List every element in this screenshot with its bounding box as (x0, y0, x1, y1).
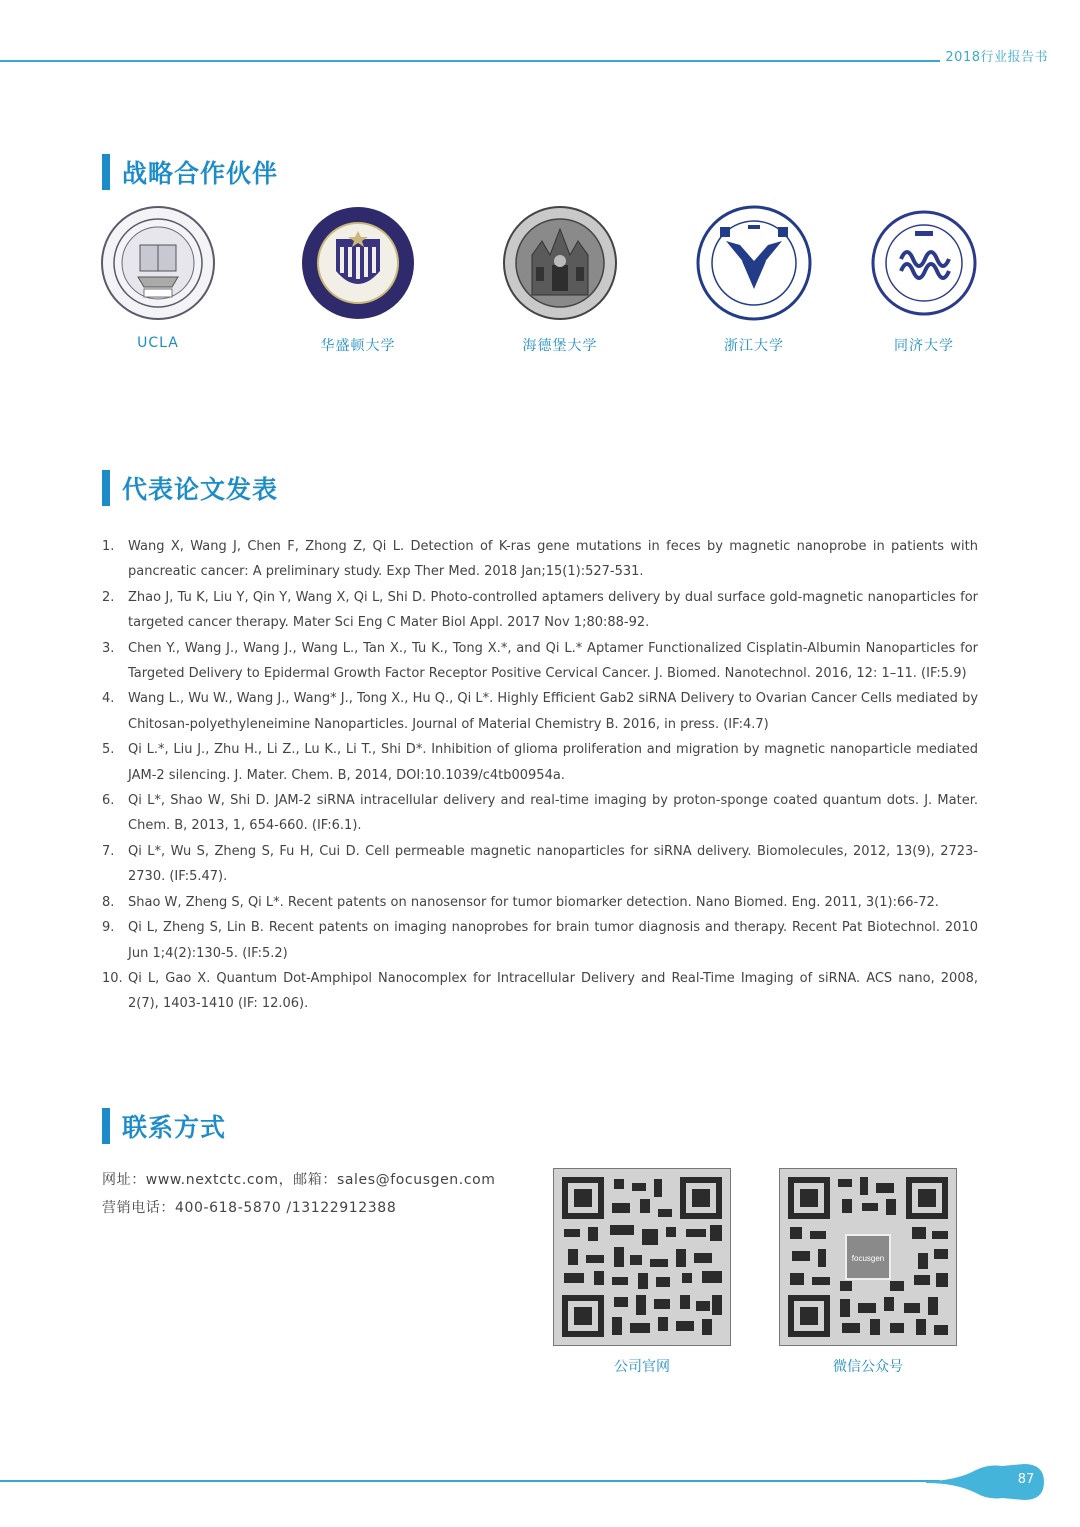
qr-code-icon[interactable] (553, 1168, 731, 1346)
papers-heading: 代表论文发表 (122, 475, 279, 504)
partner-zhejiang (674, 205, 834, 355)
paper-citation: Qi L, Gao X. Quantum Dot-Amphipol Nanocomplex for Intracellular Delivery and Real-Time Imaging of siRNA. ACS nano, 2008, 2(7), 1403-1410 (IF: 12.06). (128, 970, 978, 1012)
contact-section-title (102, 1108, 226, 1144)
partner-label: 华盛顿大学 (320, 338, 396, 354)
partner-washington (278, 205, 438, 355)
partners-heading: 战略合作伙伴 (122, 159, 279, 188)
paper-citation: Shao W, Zheng S, Qi L*. Recent patents on nanosensor for tumor biomarker detection. Nano Biomed. Eng. 2011, 3(1):66-72. (128, 894, 939, 910)
paper-item (102, 686, 978, 737)
partner-tongji (844, 205, 1004, 355)
paper-number: 9. (102, 920, 115, 936)
qr-code-icon[interactable] (779, 1168, 957, 1346)
qr-wechat (779, 1168, 957, 1376)
paper-citation: Qi L.*, Liu J., Zhu H., Li Z., Lu K., Li T., Shi D*. Inhibition of glioma proliferation and migration by magnetic nanoparticle mediated JAM-2 silencing. J. Mater. Chem. B, 2014, DOI:10.1039/c4tb00954a. (128, 742, 978, 783)
paper-number: 5. (102, 742, 115, 758)
paper-item (102, 737, 978, 788)
partner-label: 浙江大学 (724, 338, 784, 354)
paper-number: 4. (102, 691, 115, 707)
tongji-seal-icon (871, 205, 977, 321)
paper-number: 2. (102, 589, 115, 605)
paper-citation: Qi L, Zheng S, Lin B. Recent patents on imaging nanoprobes for brain tumor diagnosis and therapy. Recent Pat Biotechnol. 2010 Jun 1;4(2):130-5. (IF:5.2) (128, 920, 978, 961)
zhejiang-seal-icon (696, 205, 812, 321)
qr-website (553, 1168, 731, 1376)
paper-item (102, 788, 978, 839)
qr-code-icon (554, 1169, 730, 1345)
paper-number: 8. (102, 894, 115, 910)
contact-phone[interactable]: 营销电话：400-618-5870 /13122912388 (102, 1200, 397, 1216)
paper-citation: Qi L*, Wu S, Zheng S, Fu H, Cui D. Cell permeable magnetic nanoparticles for siRNA delivery. Biomolecules, 2012, 13(9), 2723-2730. (IF:5.47). (128, 843, 978, 885)
paper-item (102, 585, 978, 636)
partners-row (0, 205, 1080, 365)
paper-citation: Chen Y., Wang J., Wang J., Wang L., Tan X., Tu K., Tong X.*, and Qi L.* Aptamer Functionalized Cisplatin-Albumin Nanoparticles for Targeted Delivery to Epidermal Growth Factor Receptor Positive Cervical Cancer. J. Biomed. Nanotechnol. 2016, 12: 1–11. (IF:5.9) (128, 640, 978, 682)
qr-label: 微信公众号 (833, 1359, 903, 1375)
paper-number: 3. (102, 640, 115, 656)
section-bar (102, 1108, 110, 1144)
washington-seal-icon (300, 205, 416, 321)
qr-center-logo: focusgen (851, 1254, 885, 1263)
paper-item (102, 966, 978, 1017)
partner-ucla (78, 205, 238, 351)
paper-item (102, 534, 978, 585)
header-rule (0, 60, 940, 62)
section-bar (102, 154, 110, 190)
header-title: 2018行业报告书 (945, 50, 1048, 65)
paper-item (102, 636, 978, 687)
page-number: 87 (1017, 1472, 1035, 1487)
qr-code-icon (780, 1169, 956, 1345)
ucla-seal-icon (100, 205, 216, 321)
contact-heading: 联系方式 (122, 1113, 227, 1142)
paper-number: 7. (102, 843, 115, 859)
partners-section-title (102, 154, 278, 190)
papers-section-title (102, 470, 278, 506)
paper-item (102, 915, 978, 966)
section-bar (102, 470, 110, 506)
paper-number: 10. (102, 970, 123, 986)
footer-rule (0, 1480, 940, 1482)
paper-item (102, 839, 978, 890)
paper-list (102, 534, 978, 1017)
paper-item (102, 890, 978, 915)
paper-number: 1. (102, 539, 115, 554)
partner-label: 海德堡大学 (522, 338, 598, 354)
paper-citation: Wang X, Wang J, Chen F, Zhong Z, Qi L. Detection of K-ras gene mutations in feces by magnetic nanoprobe in patients with pancreatic cancer: A preliminary study. Exp Ther Med. 2018 Jan;15(1):527-531. (128, 539, 978, 580)
contact-web-email[interactable]: 网址：www.nextctc.com，邮箱：sales@focusgen.com (102, 1172, 496, 1188)
partner-label: 同济大学 (894, 338, 954, 354)
paper-citation: Qi L*, Shao W, Shi D. JAM-2 siRNA intracellular delivery and real-time imaging by proton-sponge coated quantum dots. J. Mater. Chem. B, 2013, 1, 654-660. (IF:6.1). (128, 793, 978, 834)
paper-number: 6. (102, 793, 115, 809)
partner-label: UCLA (137, 335, 179, 351)
qr-label: 公司官网 (614, 1359, 670, 1375)
paper-citation: Zhao J, Tu K, Liu Y, Qin Y, Wang X, Qi L, Shi D. Photo-controlled aptamers delivery by dual surface gold-magnetic nanoparticles for targeted cancer therapy. Mater Sci Eng C Mater Biol Appl. 2017 Nov 1;80:88-92. (128, 589, 978, 631)
paper-citation: Wang L., Wu W., Wang J., Wang* J., Tong X., Hu Q., Qi L*. Highly Efficient Gab2 siRNA Delivery to Ovarian Cancer Cells mediated by Chitosan-polyethyleneimine Nanoparticles. Journal of Material Chemistry B. 2016, in press. (IF:4.7) (128, 691, 979, 732)
contact-info (102, 1166, 496, 1222)
partner-heidelberg (480, 205, 640, 355)
heidelberg-seal-icon (502, 205, 618, 321)
